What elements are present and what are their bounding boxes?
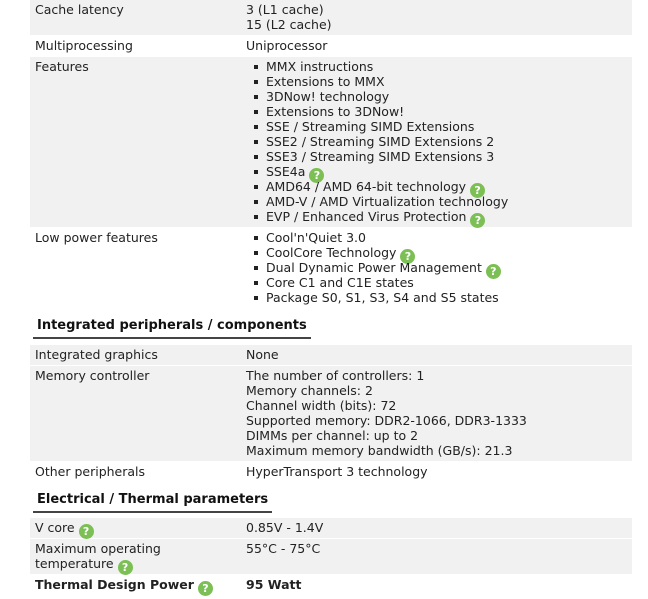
row-label: Other peripherals xyxy=(35,464,146,479)
list-item-text: Dual Dynamic Power Management xyxy=(266,260,482,275)
value-line: Supported memory: DDR2-1066, DDR3-1333 xyxy=(246,413,527,428)
row-value: 95 Watt xyxy=(246,577,302,592)
value-line: 15 (L2 cache) xyxy=(246,17,332,32)
help-icon[interactable]: ? xyxy=(118,560,133,575)
list-item xyxy=(246,89,626,104)
list-item xyxy=(246,245,626,263)
help-icon[interactable]: ? xyxy=(470,213,485,228)
row-low-power xyxy=(30,228,632,309)
row-features xyxy=(30,57,632,228)
temp-label-line-2: temperature xyxy=(35,556,114,571)
value-line: DIMMs per channel: up to 2 xyxy=(246,428,419,443)
row-value: 0.85V - 1.4V xyxy=(246,520,324,535)
row-label: Features xyxy=(35,59,89,74)
row-integrated-graphics xyxy=(30,345,632,366)
value-line: Memory channels: 2 xyxy=(246,383,373,398)
row-label: Low power features xyxy=(35,230,158,245)
list-item-text: 3DNow! technology xyxy=(266,89,390,104)
row-value xyxy=(246,368,626,458)
list-item xyxy=(246,260,626,278)
row-label xyxy=(35,577,235,596)
list-item xyxy=(246,74,626,89)
list-item xyxy=(246,149,626,164)
row-label xyxy=(35,520,235,539)
value-line: 3 (L1 cache) xyxy=(246,2,324,17)
row-value: None xyxy=(246,347,279,362)
row-label: Memory controller xyxy=(35,368,150,383)
list-item xyxy=(246,209,626,227)
list-item-text: AMD-V / AMD Virtualization technology xyxy=(266,194,509,209)
row-value xyxy=(246,2,626,32)
list-item xyxy=(246,194,626,209)
row-tdp xyxy=(30,575,632,596)
list-item-text: Extensions to 3DNow! xyxy=(266,104,405,119)
list-item xyxy=(246,275,626,290)
section-heading-electrical: Electrical / Thermal parameters xyxy=(33,492,272,513)
row-other-peripherals xyxy=(30,462,632,483)
help-icon[interactable]: ? xyxy=(470,183,485,198)
list-item xyxy=(246,119,626,134)
row-value: Uniprocessor xyxy=(246,38,328,53)
row-value: 55°C - 75°C xyxy=(246,541,321,556)
list-item-text: CoolCore Technology xyxy=(266,245,397,260)
list-item xyxy=(246,164,626,182)
row-memory-controller xyxy=(30,366,632,462)
list-item xyxy=(246,230,626,245)
list-item-text: SSE2 / Streaming SIMD Extensions 2 xyxy=(266,134,495,149)
help-icon[interactable]: ? xyxy=(79,524,94,539)
row-label: Integrated graphics xyxy=(35,347,158,362)
row-max-temp xyxy=(30,539,632,575)
list-item-text: SSE / Streaming SIMD Extensions xyxy=(266,119,475,134)
list-item-text: Core C1 and C1E states xyxy=(266,275,414,290)
row-vcore xyxy=(30,518,632,539)
row-label xyxy=(35,541,235,575)
help-icon[interactable]: ? xyxy=(400,249,415,264)
tdp-label: Thermal Design Power xyxy=(35,577,194,592)
row-value: HyperTransport 3 technology xyxy=(246,464,428,479)
row-multiprocessing xyxy=(30,36,632,57)
list-item xyxy=(246,134,626,149)
list-item xyxy=(246,104,626,119)
features-list xyxy=(246,59,626,227)
list-item xyxy=(246,59,626,74)
list-item-text: Extensions to MMX xyxy=(266,74,385,89)
value-line: Maximum memory bandwidth (GB/s): 21.3 xyxy=(246,443,513,458)
list-item-text: Cool'n'Quiet 3.0 xyxy=(266,230,366,245)
list-item-text: EVP / Enhanced Virus Protection xyxy=(266,209,467,224)
section-heading-integrated: Integrated peripherals / components xyxy=(33,318,311,339)
temp-label-line-1: Maximum operating xyxy=(35,541,161,556)
help-icon[interactable]: ? xyxy=(198,581,213,596)
list-item-text: MMX instructions xyxy=(266,59,374,74)
low-power-list xyxy=(246,230,626,305)
value-line: The number of controllers: 1 xyxy=(246,368,425,383)
list-item-text: Package S0, S1, S3, S4 and S5 states xyxy=(266,290,499,305)
row-label: Multiprocessing xyxy=(35,38,133,53)
list-item xyxy=(246,290,626,305)
value-line: Channel width (bits): 72 xyxy=(246,398,397,413)
list-item-text: AMD64 / AMD 64-bit technology xyxy=(266,179,467,194)
list-item-text: SSE4a xyxy=(266,164,306,179)
help-icon[interactable]: ? xyxy=(309,168,324,183)
list-item xyxy=(246,179,626,197)
row-label: Cache latency xyxy=(35,2,124,17)
help-icon[interactable]: ? xyxy=(486,264,501,279)
vcore-label: V core xyxy=(35,520,75,535)
row-cache-latency xyxy=(30,0,632,36)
list-item-text: SSE3 / Streaming SIMD Extensions 3 xyxy=(266,149,495,164)
